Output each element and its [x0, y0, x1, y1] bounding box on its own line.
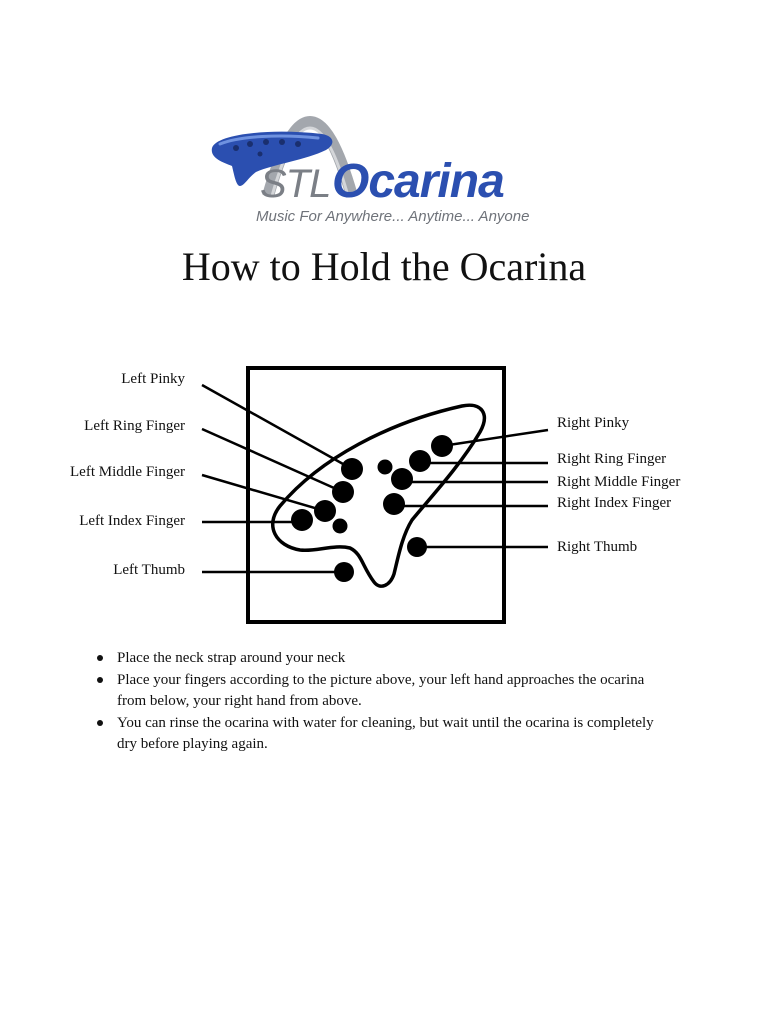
instruction-item: You can rinse the ocarina with water for cleaning, but wait until the ocarina is completely dry before playing again. — [95, 713, 665, 756]
logo-tagline: Music For Anywhere... Anytime... Anyone — [256, 208, 530, 225]
hole-right-index — [383, 493, 405, 515]
leader-left-ring — [202, 429, 343, 492]
label-left-middle: Left Middle Finger — [70, 464, 185, 480]
hole-right-ring — [409, 450, 431, 472]
logo-ocarina-text: Ocarina — [332, 155, 504, 208]
label-left-thumb: Left Thumb — [113, 562, 185, 578]
leader-left-pinky — [202, 385, 352, 469]
hole-left-extra — [333, 519, 348, 534]
instructions-list — [95, 648, 665, 756]
hole-right-extra — [378, 460, 393, 475]
instruction-item: Place your fingers according to the picture above, your left hand approaches the ocarina from below, your right hand from above. — [95, 670, 665, 713]
hole-left-index — [291, 509, 313, 531]
fingering-diagram — [0, 340, 768, 640]
page-title: How to Hold the Ocarina — [181, 244, 587, 289]
ocarina-outline — [273, 405, 485, 586]
label-right-thumb: Right Thumb — [557, 539, 638, 555]
hole-right-middle — [391, 468, 413, 490]
label-right-ring: Right Ring Finger — [557, 451, 667, 467]
label-left-pinky: Left Pinky — [121, 371, 185, 387]
logo-stl-text: STL — [260, 162, 331, 206]
label-right-middle: Right Middle Finger — [557, 474, 681, 490]
instruction-item: Place the neck strap around your neck — [95, 648, 665, 670]
label-left-ring: Left Ring Finger — [84, 418, 185, 434]
label-left-index: Left Index Finger — [79, 513, 185, 529]
label-right-index: Right Index Finger — [557, 495, 672, 511]
label-right-pinky: Right Pinky — [557, 415, 630, 431]
stl-ocarina-logo — [210, 68, 558, 228]
